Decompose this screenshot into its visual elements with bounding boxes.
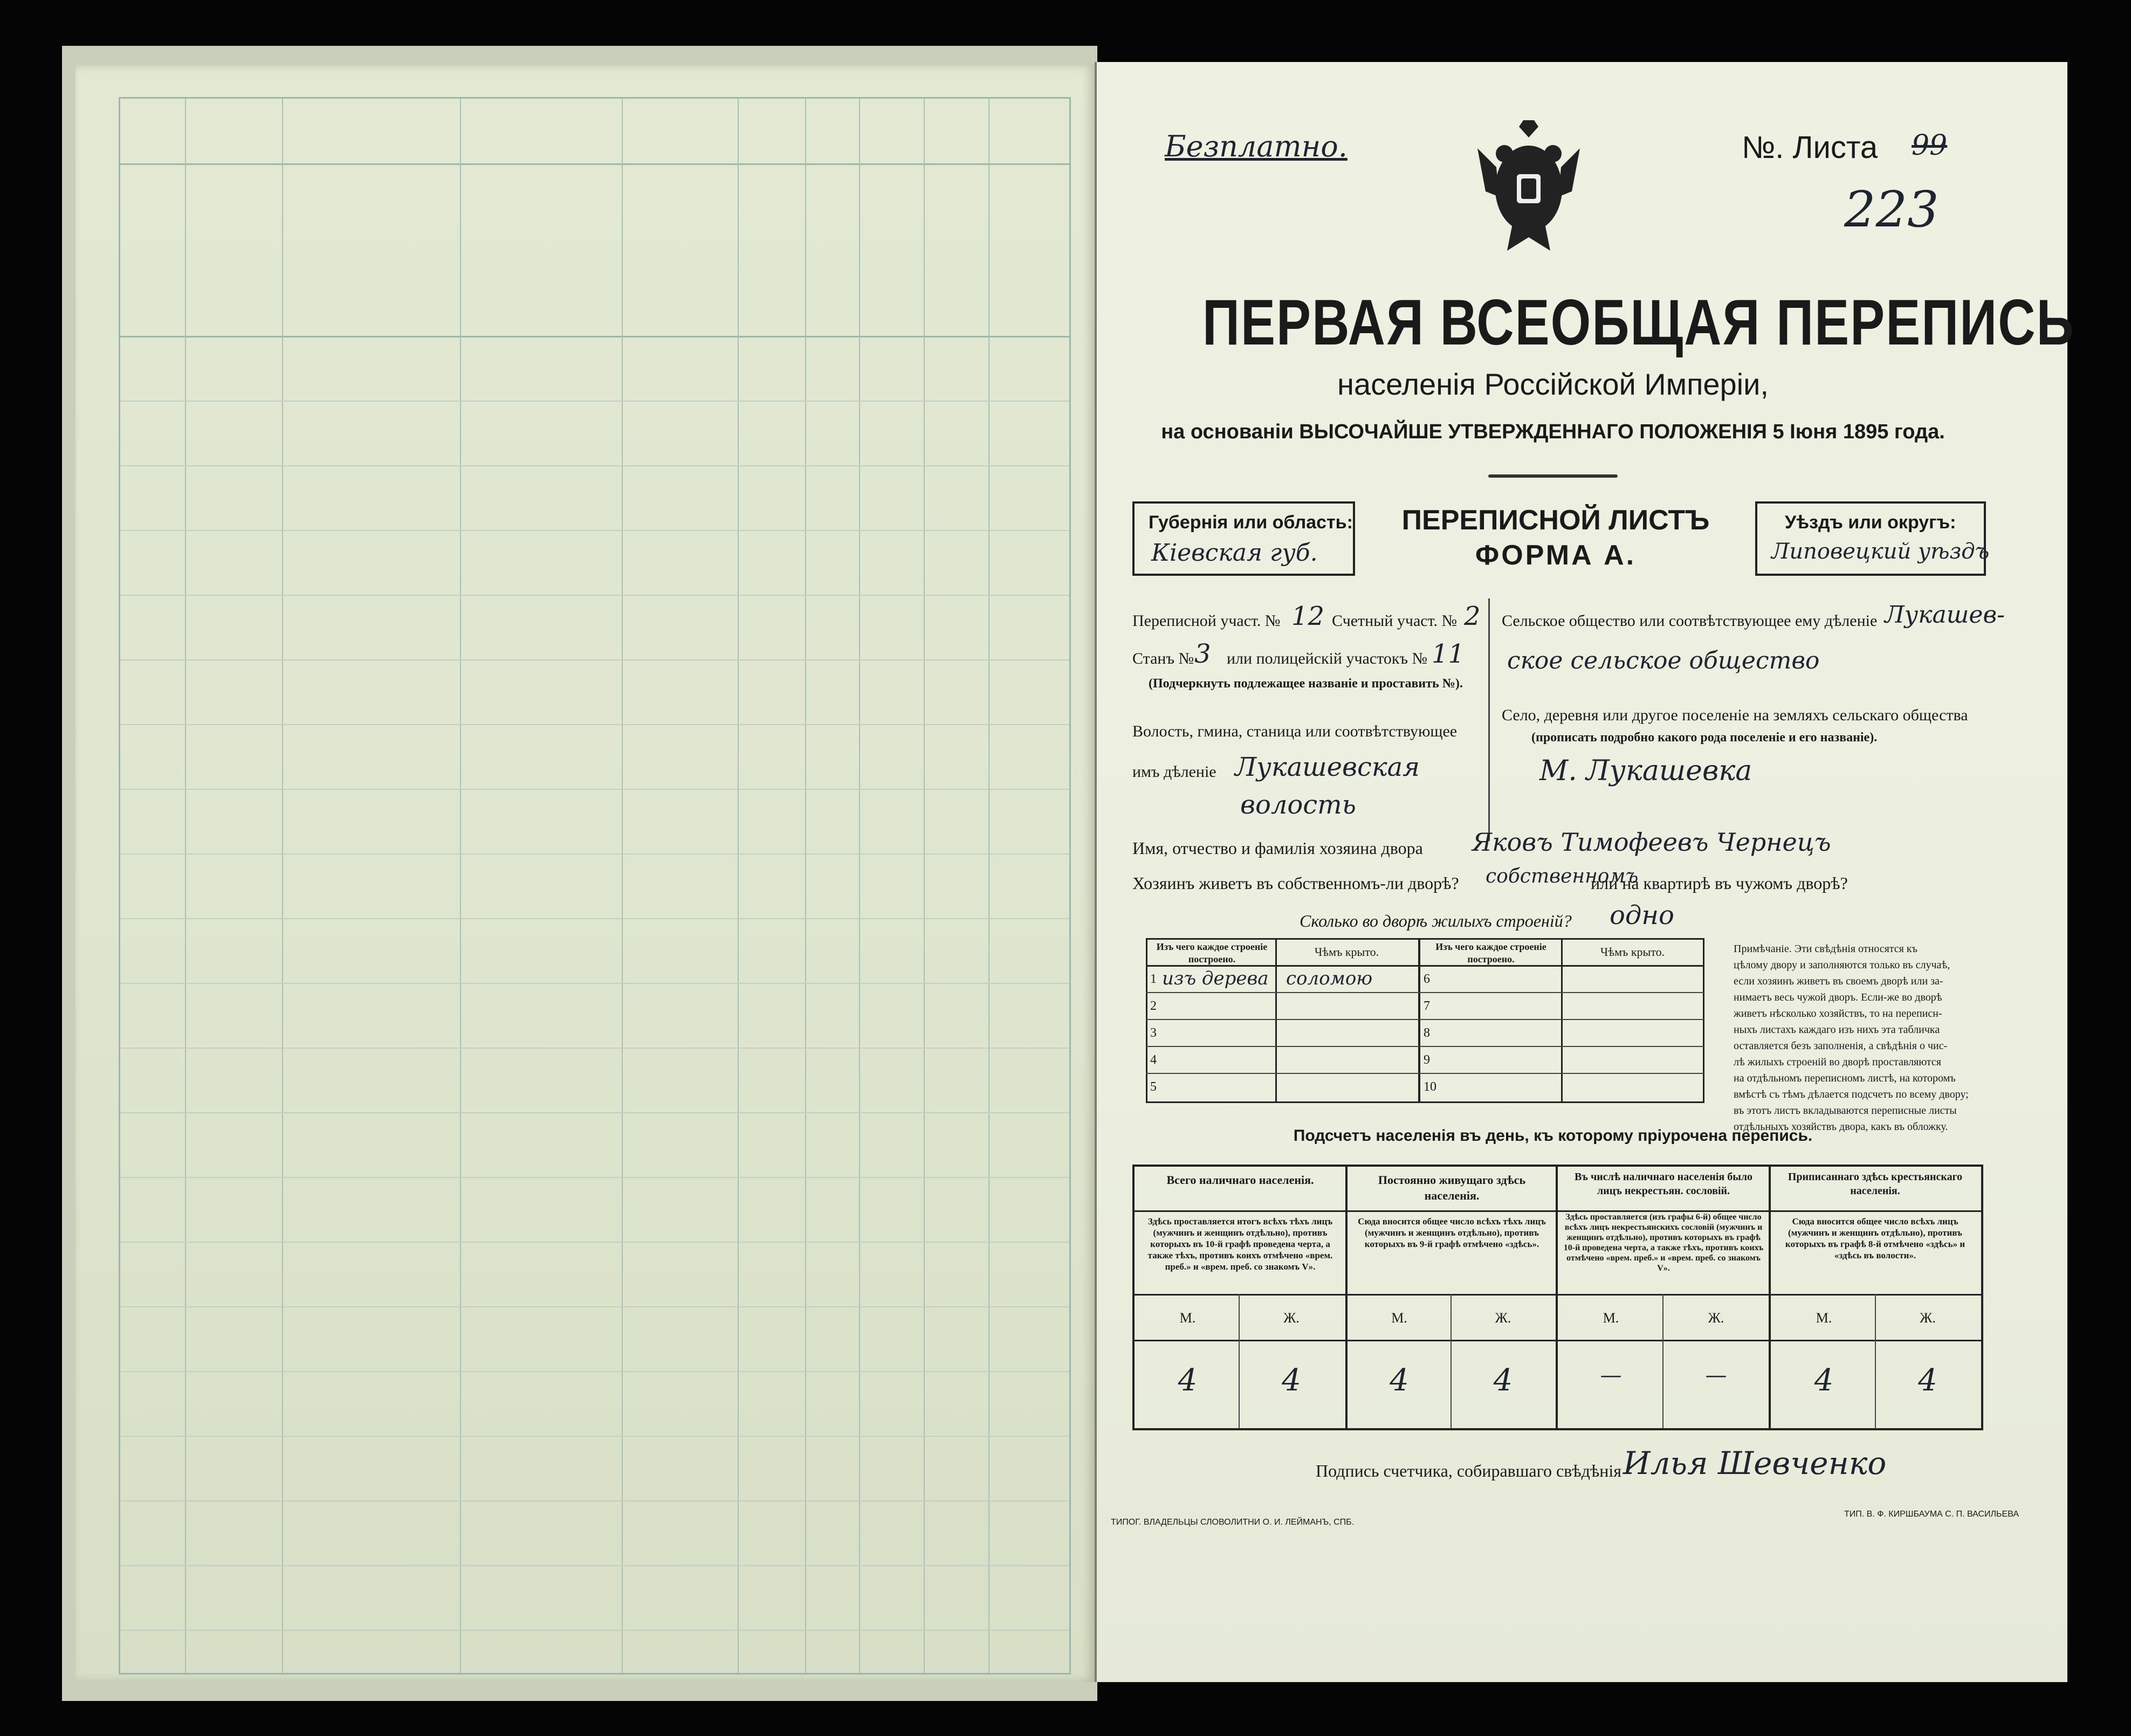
- sheet-number-label: №. Листа: [1742, 130, 1878, 165]
- row-number: 7: [1424, 999, 1430, 1013]
- ornament-divider: [1488, 474, 1618, 478]
- note-line: цѣлому двору и заполняются только въ случаѣ,: [1734, 959, 1950, 971]
- page-subtitle: населенія Россійской Имперіи,: [1337, 367, 1769, 401]
- society-value-line2: ское сельское общество: [1507, 647, 1820, 674]
- volost-label-line1: Волость, гмина, станица или соотвѣтствующее: [1132, 722, 1458, 740]
- pop-col3-header: Въ числѣ наличнаго населенія было лицъ некрестьян. сословій.: [1574, 1171, 1753, 1197]
- pop-col2-header: Постоянно живущаго здѣсь населенія.: [1378, 1173, 1526, 1202]
- volost-value-line1: Лукашевская: [1235, 752, 1420, 782]
- legal-basis-line: на основаніи ВЫСОЧАЙШЕ УТВЕРЖДЕННАГО ПОЛОЖЕНІЯ 5 Іюня 1895 года.: [1161, 421, 1945, 443]
- underline-note: (Подчеркнуть подлежащее названіе и проставить №).: [1149, 677, 1463, 691]
- society-value-line1: Лукашев-: [1885, 601, 2005, 629]
- population-title: Подсчетъ населенія въ день, къ которому пріурочена перепись.: [1293, 1127, 1813, 1145]
- pop-col1-m-label: М.: [1179, 1310, 1196, 1326]
- note-block: [1734, 941, 1987, 1135]
- col-material-header-right: Изъ чего каждое строеніе построено.: [1435, 941, 1546, 965]
- owner-lives-label-2: или на квартирѣ въ чужомъ дворѣ?: [1591, 873, 1848, 893]
- pop-col2-desc: Сюда вносится общее число всѣхъ тѣхъ лицъ (мужчинъ и женщинъ отдѣльно), противъ которыхъ въ 9-й графѣ отмѣчено «здѣсь».: [1358, 1216, 1546, 1249]
- note-line: лѣ жилыхъ строеній во дворѣ проставляются: [1734, 1056, 1941, 1068]
- note-line: на отдѣльномъ переписномъ листѣ, на которомъ: [1734, 1072, 1956, 1084]
- printer-left: ТИПОГ. ВЛАДЕЛЬЦЫ СЛОВОЛИТНИ О. И. ЛЕЙМАНЪ, СПБ.: [1111, 1518, 1355, 1527]
- owner-lives-label: Хозяинъ живетъ въ собственномъ-ли дворѣ?: [1132, 873, 1459, 893]
- row-number: 2: [1150, 999, 1157, 1013]
- col-roof-header-left: Чѣмъ крыто.: [1314, 945, 1379, 959]
- pop-col4-desc: Сюда вносится общее число всѣхъ лицъ (мужчинъ и женщинъ отдѣльно), противъ которыхъ въ графѣ 8-й отмѣчено «здѣсь» и «здѣсь въ волости».: [1785, 1216, 1965, 1260]
- printer-right: ТИП. В. Ф. КИРШБАУМА С. П. ВАСИЛЬЕВА: [1844, 1510, 2019, 1519]
- row-number: 4: [1150, 1053, 1157, 1067]
- sheet-number-handwritten: 223: [1844, 181, 1939, 238]
- row-number: 6: [1424, 972, 1430, 986]
- pop-col3-m-label: М.: [1603, 1310, 1619, 1326]
- pop-col3-f-label: Ж.: [1708, 1310, 1724, 1326]
- stan-label: Станъ №: [1132, 650, 1194, 667]
- owner-name-value: Яковъ Тимофеевъ Чернецъ: [1472, 828, 1831, 857]
- pop-col4-header: Приписаннаго здѣсь крестьянскаго населенія.: [1788, 1171, 1963, 1197]
- pop-col3-m-value: —: [1600, 1363, 1622, 1388]
- schet-uchast-label: Счетный участ. №: [1332, 612, 1458, 630]
- note-line: нимаетъ весь чужой дворъ. Если-же во дворѣ: [1734, 991, 1942, 1003]
- society-label: Сельское общество или соотвѣтствующее ему дѣленіе: [1502, 612, 1878, 630]
- pop-col2-f-value: 4: [1493, 1363, 1513, 1398]
- row-number: 9: [1424, 1053, 1430, 1067]
- note-line: вмѣстѣ съ тѣмъ дѣлается подсчетъ по всему двору;: [1734, 1089, 1969, 1100]
- village-label: Село, деревня или другое поселеніе на земляхъ сельскаго общества: [1502, 706, 1968, 724]
- left-page-grid: [119, 97, 1071, 1675]
- pop-col2-m-value: 4: [1390, 1363, 1409, 1398]
- police-value: 11: [1432, 639, 1465, 669]
- pop-col1-f-value: 4: [1282, 1363, 1301, 1398]
- uezd-value: Липовецкий уѣздъ: [1771, 539, 1990, 564]
- pop-col1-desc: Здѣсь проставляется итогъ всѣхъ тѣхъ лицъ (мужчинъ и женщинъ отдѣльно), противъ которыхъ въ 10-й графѣ проведена черта, а также тѣхъ, противъ коихъ отмѣчено «врем. преб.» и «врем. преб. со знакомъ V».: [1147, 1216, 1333, 1272]
- police-label: или полицейскій участокъ №: [1227, 650, 1428, 667]
- uezd-label: Уѣздъ или округъ:: [1785, 512, 1956, 533]
- village-note: (прописать подробно какого рода поселеніе и его названіе).: [1531, 731, 1878, 745]
- pop-col4-f-label: Ж.: [1920, 1310, 1936, 1326]
- note-line: въ этотъ листъ вкладываются переписные листы: [1734, 1105, 1957, 1117]
- note-line: Примѣчаніе. Эти свѣдѣнія относятся къ: [1734, 943, 1917, 955]
- pop-col4-f-value: 4: [1918, 1363, 1937, 1398]
- pop-col4-m-label: М.: [1816, 1310, 1832, 1326]
- form-title-line2: ФОРМА А.: [1475, 540, 1637, 571]
- perepis-uchast-label: Переписной участ. №: [1132, 612, 1281, 630]
- owner-name-label: Имя, отчество и фамилія хозяина двора: [1132, 838, 1423, 858]
- pop-col1-header: Всего наличнаго населенія.: [1166, 1173, 1314, 1187]
- note-line: ныхъ листахъ каждаго изъ нихъ эта табличка: [1734, 1024, 1940, 1036]
- double-headed-eagle-emblem: [1475, 116, 1583, 261]
- buildings-count-value: одно: [1610, 900, 1674, 931]
- row-material: изъ дерева: [1162, 968, 1269, 989]
- row-number: 8: [1424, 1026, 1430, 1040]
- perepis-uchast-value: 12: [1291, 601, 1325, 631]
- free-label: Безплатно.: [1165, 129, 1348, 163]
- pop-col1-f-label: Ж.: [1283, 1310, 1300, 1326]
- pop-col3-f-value: —: [1705, 1363, 1727, 1388]
- row-number: 1: [1150, 972, 1157, 986]
- signature-label: Подпись счетчика, собиравшаго свѣдѣнія: [1316, 1461, 1622, 1480]
- row-roof: соломою: [1286, 968, 1373, 989]
- block-divider: [1488, 598, 1490, 841]
- pop-col4-m-value: 4: [1814, 1363, 1834, 1398]
- pop-col2-m-label: М.: [1391, 1310, 1407, 1326]
- row-number: 3: [1150, 1026, 1157, 1040]
- row-number: 10: [1424, 1080, 1436, 1094]
- pop-col3-desc: Здѣсь проставляется (изъ графы 6-й) общее число всѣхъ лицъ некрестьянскихъ сословій (мужчинъ и женщинъ отдѣльно), противъ которыхъ въ графѣ 10-й проведена черта, а также тѣхъ, противъ коихъ отмѣчено «врем. преб.» и «врем. преб. со знакомъ V».: [1563, 1213, 1764, 1273]
- col-roof-header-right: Чѣмъ крыто.: [1600, 945, 1665, 959]
- pop-col1-m-value: 4: [1178, 1363, 1198, 1398]
- owner-lives-value: собственномъ: [1486, 865, 1639, 887]
- guberniya-label: Губернія или область:: [1149, 512, 1353, 533]
- pop-col2-f-label: Ж.: [1495, 1310, 1511, 1326]
- row-number: 5: [1150, 1080, 1157, 1094]
- volost-value-line2: волость: [1240, 790, 1356, 820]
- schet-uchast-value: 2: [1464, 601, 1481, 631]
- col-material-header-left: Изъ чего каждое строеніе построено.: [1156, 941, 1268, 965]
- note-line: если хозяинъ живетъ въ своемъ дворѣ или за-: [1734, 975, 1943, 987]
- village-value: М. Лукашевка: [1539, 755, 1752, 787]
- guberniya-value: Кіевская губ.: [1151, 539, 1318, 567]
- sheet-number-value: 99: [1912, 129, 1948, 162]
- volost-label-line2: имъ дѣленіе: [1132, 763, 1216, 781]
- signature-value: Илья Шевченко: [1623, 1445, 1887, 1482]
- buildings-count-label: Сколько во дворѣ жилыхъ строеній?: [1300, 911, 1572, 931]
- stan-value: 3: [1194, 639, 1211, 669]
- page-title: ПЕРВАЯ ВСЕОБЩАЯ ПЕРЕПИСЬ: [1202, 286, 2075, 359]
- note-line: живетъ нѣсколько хозяйствъ, то на переписн-: [1734, 1008, 1942, 1019]
- note-line: оставляется безъ заполненія, а свѣдѣнія о чис-: [1734, 1040, 1948, 1052]
- form-title-line1: ПЕРЕПИСНОЙ ЛИСТЪ: [1401, 505, 1710, 536]
- note-line: отдѣльныхъ хозяйствъ двора, какъ въ обложку.: [1734, 1121, 1948, 1133]
